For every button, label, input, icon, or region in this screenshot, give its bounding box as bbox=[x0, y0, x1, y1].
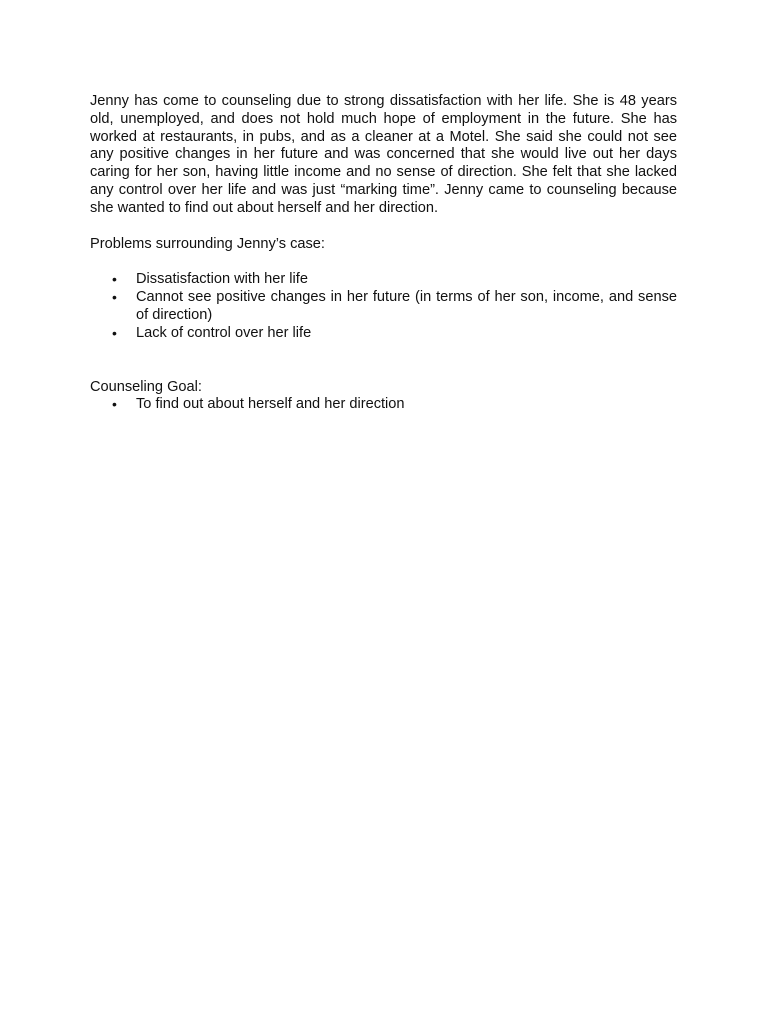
goal-heading: Counseling Goal: bbox=[90, 378, 202, 395]
list-item bbox=[90, 271, 677, 289]
problem-text: Cannot see positive changes in her future (in terms of her son, income, and sense of direction) bbox=[136, 289, 677, 323]
problem-text: Dissatisfaction with her life bbox=[136, 271, 308, 288]
bullet-icon: • bbox=[112, 289, 117, 306]
bullet-icon: • bbox=[112, 324, 117, 341]
bullet-icon: • bbox=[112, 271, 117, 288]
problem-text: Lack of control over her life bbox=[136, 324, 312, 341]
document-body bbox=[90, 93, 677, 414]
goals-list bbox=[90, 396, 677, 414]
list-item bbox=[90, 289, 677, 325]
intro-paragraph: Jenny has come to counseling due to strong dissatisfaction with her life. She is 48 years old, unemployed, and does not hold much hope of employment in the future. She has worked at restaurants, in pubs, and as a cleaner at a Motel. She said she could not see any positive changes in her future and was concerned that she would live out her days caring for her son, having little income and no sense of direction. She felt that she lacked any control over her life and was just “marking time”. Jenny came to counseling because she wanted to find out about herself and her direction. bbox=[90, 93, 677, 216]
problems-list bbox=[90, 271, 677, 342]
list-item bbox=[90, 396, 677, 414]
list-item bbox=[90, 325, 677, 343]
goal-text: To find out about herself and her direction bbox=[136, 396, 405, 413]
bullet-icon: • bbox=[112, 396, 117, 413]
problems-heading: Problems surrounding Jenny’s case: bbox=[90, 235, 325, 252]
